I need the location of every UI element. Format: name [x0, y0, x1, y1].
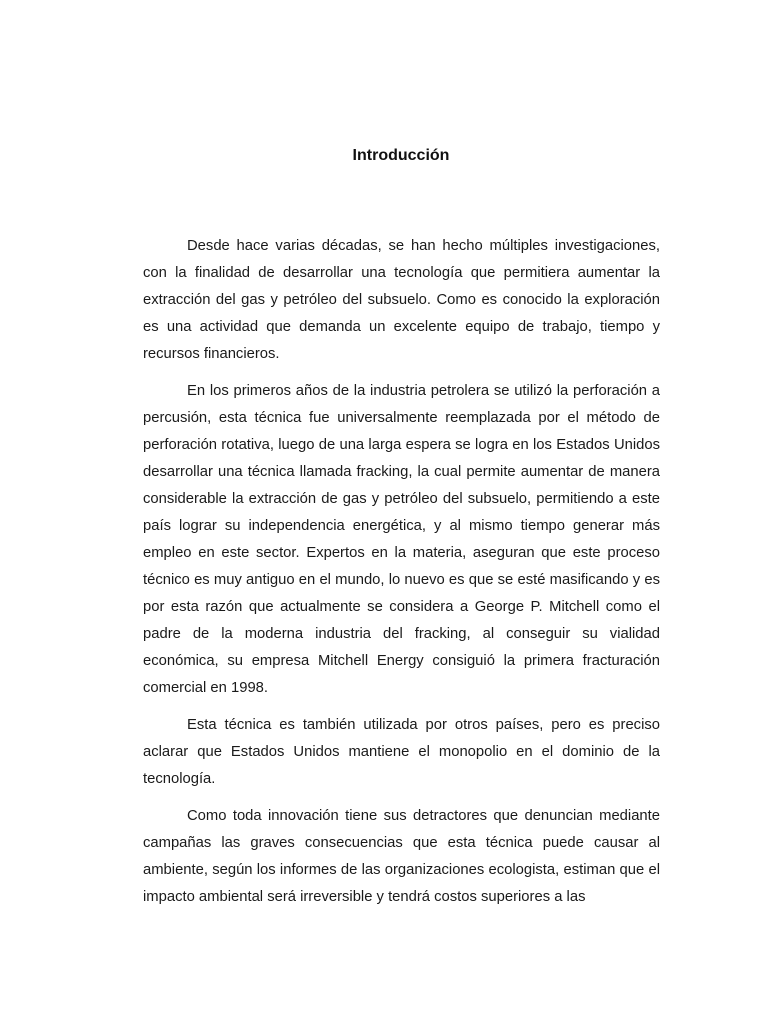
- body-text: [143, 233, 660, 921]
- page-title: Introducción: [352, 147, 450, 164]
- paragraph-2: En los primeros años de la industria petrolera se utilizó la perforación a percusión, esta técnica fue universalmente reemplazada por el método de perforación rotativa, luego de una larga espera se logra en los Estados Unidos desarrollar una técnica llamada fracking, la cual permite aumentar de manera considerable la extracción de gas y petróleo del subsuelo, permitiendo a este país lograr su independencia energética, y al mismo tiempo generar más empleo en este sector. Expertos en la materia, aseguran que este proceso técnico es muy antiguo en el mundo, lo nuevo es que se esté masificando y es por esta razón que actualmente se considera a George P. Mitchell como el padre de la moderna industria del fracking, al conseguir su vialidad económica, su empresa Mitchell Energy consiguió la primera fracturación comercial en 1998.: [143, 383, 660, 696]
- paragraph-3: Esta técnica es también utilizada por otros países, pero es preciso aclarar que Estados Unidos mantiene el monopolio en el dominio de la tecnología.: [143, 717, 660, 787]
- paragraph-1: Desde hace varias décadas, se han hecho múltiples investigaciones, con la finalidad de desarrollar una tecnología que permitiera aumentar la extracción del gas y petróleo del subsuelo. Como es conocido la exploración es una actividad que demanda un excelente equipo de trabajo, tiempo y recursos financieros.: [143, 238, 660, 362]
- paragraph-4: Como toda innovación tiene sus detractores que denuncian mediante campañas las graves consecuencias que esta técnica puede causar al ambiente, según los informes de las organizaciones ecologista, estiman que el impacto ambiental será irreversible y tendrá costos superiores a las: [143, 808, 660, 905]
